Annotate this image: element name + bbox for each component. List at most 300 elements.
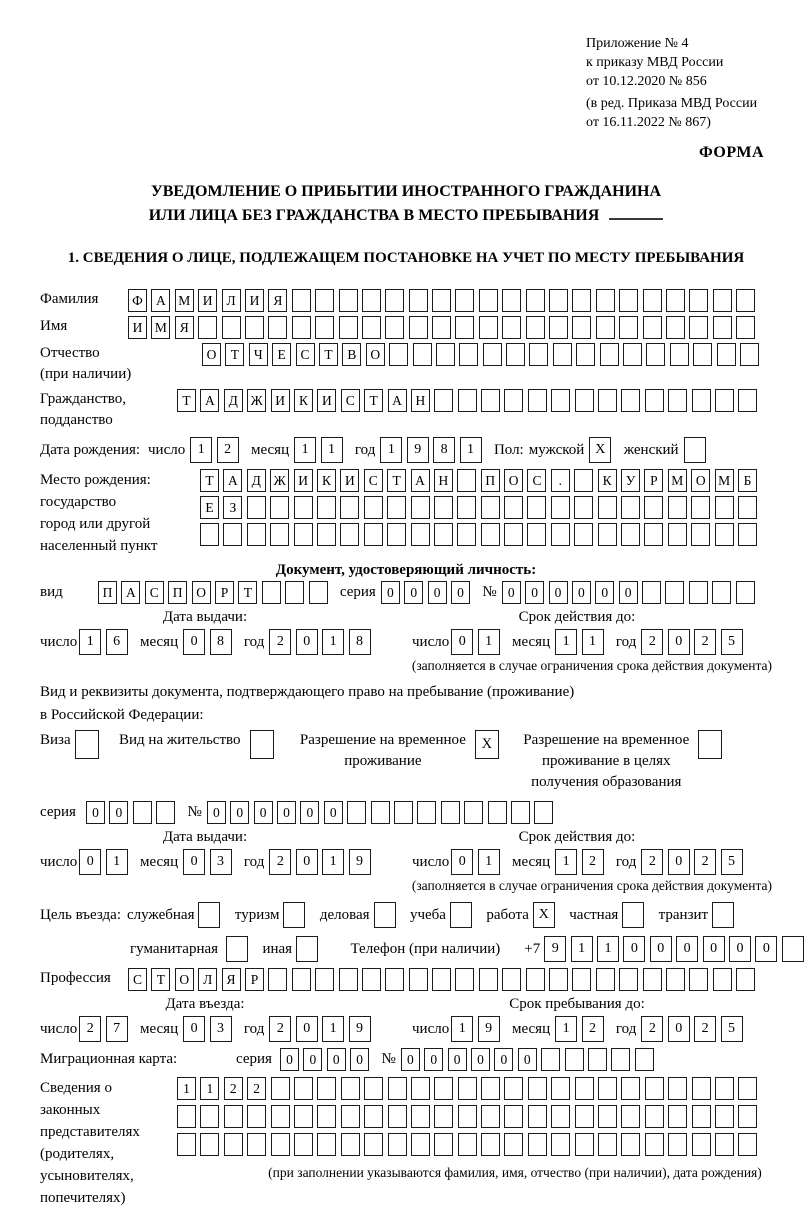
birth-place-row-2-cell-14[interactable] (504, 496, 523, 519)
birth-place-row-2-cell-5[interactable] (294, 496, 313, 519)
phone-field-cell-1[interactable]: 9 (544, 936, 566, 962)
gender-female-checkbox-cell-1[interactable] (684, 437, 706, 463)
surname-field-cell-5[interactable]: Л (222, 289, 241, 312)
patronymic-field-cell-4[interactable]: Е (272, 343, 291, 366)
surname-field-cell-18[interactable] (526, 289, 545, 312)
doc-number-field-cell-8[interactable] (665, 581, 684, 604)
representatives-row-3-cell-9[interactable] (364, 1133, 383, 1156)
doc-issue-month-cell-2[interactable]: 8 (210, 629, 232, 655)
firstname-field-cell-11[interactable] (362, 316, 381, 339)
profession-field-cell-17[interactable] (502, 968, 521, 991)
birth-place-row-1-cell-17[interactable] (574, 469, 593, 492)
doc-number-field-cell-11[interactable] (736, 581, 755, 604)
profession-field-cell-22[interactable] (619, 968, 638, 991)
residence-number-field-cell-8[interactable] (371, 801, 390, 824)
birth-place-row-2-cell-2[interactable]: З (223, 496, 242, 519)
representatives-row-1-cell-2[interactable]: 1 (200, 1077, 219, 1100)
surname-field-cell-27[interactable] (736, 289, 755, 312)
entry-month-cell-1[interactable]: 0 (183, 1016, 205, 1042)
birth-place-row-3-cell-24[interactable] (738, 523, 757, 546)
residence-valid-day-cell-1[interactable]: 0 (451, 849, 473, 875)
patronymic-field-cell-7[interactable]: В (342, 343, 361, 366)
representatives-row-3-cell-18[interactable] (575, 1133, 594, 1156)
migration-number-field-cell-1[interactable]: 0 (401, 1048, 420, 1071)
doc-number-field-cell-2[interactable]: 0 (525, 581, 544, 604)
doc-number-field-cell-6[interactable]: 0 (619, 581, 638, 604)
surname-field-cell-2[interactable]: А (151, 289, 170, 312)
representatives-row-1-cell-18[interactable] (575, 1077, 594, 1100)
representatives-row-3-cell-20[interactable] (621, 1133, 640, 1156)
representatives-row-1-cell-13[interactable] (458, 1077, 477, 1100)
representatives-row-3-cell-6[interactable] (294, 1133, 313, 1156)
residence-number-field-cell-10[interactable] (417, 801, 436, 824)
doc-series-field-cell-3[interactable]: 0 (428, 581, 447, 604)
firstname-field-cell-2[interactable]: М (151, 316, 170, 339)
profession-field-cell-21[interactable] (596, 968, 615, 991)
birth-place-row-3-cell-18[interactable] (598, 523, 617, 546)
birth-place-row-3-cell-19[interactable] (621, 523, 640, 546)
citizenship-field-cell-11[interactable]: Н (411, 389, 430, 412)
representatives-row-1-cell-1[interactable]: 1 (177, 1077, 196, 1100)
citizenship-field-cell-16[interactable] (528, 389, 547, 412)
birth-place-row-3-cell-11[interactable] (434, 523, 453, 546)
birth-place-row-1-cell-10[interactable]: А (411, 469, 430, 492)
representatives-row-3-cell-14[interactable] (481, 1133, 500, 1156)
representatives-row-2-cell-3[interactable] (224, 1105, 243, 1128)
representatives-row-2-cell-20[interactable] (621, 1105, 640, 1128)
patronymic-field-cell-12[interactable] (459, 343, 478, 366)
firstname-field-cell-26[interactable] (713, 316, 732, 339)
surname-field-cell-3[interactable]: М (175, 289, 194, 312)
representatives-row-2-cell-6[interactable] (294, 1105, 313, 1128)
firstname-field-cell-23[interactable] (643, 316, 662, 339)
patronymic-field-cell-9[interactable] (389, 343, 408, 366)
entry-year-cell-3[interactable]: 1 (322, 1016, 344, 1042)
residence-issue-month-cell-1[interactable]: 0 (183, 849, 205, 875)
birth-place-row-2-cell-17[interactable] (574, 496, 593, 519)
phone-field-cell-7[interactable]: 0 (703, 936, 725, 962)
profession-field-cell-3[interactable]: О (175, 968, 194, 991)
representatives-row-1-cell-12[interactable] (434, 1077, 453, 1100)
profession-field-cell-24[interactable] (666, 968, 685, 991)
migration-number-field-cell-7[interactable] (541, 1048, 560, 1071)
patronymic-field-cell-6[interactable]: Т (319, 343, 338, 366)
birth-place-row-1-cell-22[interactable]: О (691, 469, 710, 492)
residence-valid-year-cell-4[interactable]: 5 (721, 849, 743, 875)
citizenship-field-cell-14[interactable] (481, 389, 500, 412)
firstname-field-cell-27[interactable] (736, 316, 755, 339)
residence-valid-year-cell-2[interactable]: 0 (668, 849, 690, 875)
doc-issue-year-cell-1[interactable]: 2 (269, 629, 291, 655)
representatives-row-3-cell-25[interactable] (738, 1133, 757, 1156)
doc-valid-year-cell-3[interactable]: 2 (694, 629, 716, 655)
residence-number-field-cell-7[interactable] (347, 801, 366, 824)
firstname-field-cell-14[interactable] (432, 316, 451, 339)
birth-place-row-1-cell-12[interactable] (457, 469, 476, 492)
representatives-row-2-cell-5[interactable] (271, 1105, 290, 1128)
residence-series-field-cell-2[interactable]: 0 (109, 801, 128, 824)
citizenship-field-cell-10[interactable]: А (388, 389, 407, 412)
birth-place-row-2-cell-16[interactable] (551, 496, 570, 519)
profession-field-cell-7[interactable] (268, 968, 287, 991)
representatives-row-3-cell-4[interactable] (247, 1133, 266, 1156)
residence-number-field-cell-5[interactable]: 0 (300, 801, 319, 824)
residence-issue-year-cell-1[interactable]: 2 (269, 849, 291, 875)
birth-place-row-1-cell-1[interactable]: Т (200, 469, 219, 492)
birth-place-row-3-cell-7[interactable] (340, 523, 359, 546)
citizenship-field-cell-22[interactable] (668, 389, 687, 412)
stay-year-cell-2[interactable]: 0 (668, 1016, 690, 1042)
doc-number-field-cell-5[interactable]: 0 (595, 581, 614, 604)
phone-field-cell-6[interactable]: 0 (676, 936, 698, 962)
citizenship-field-cell-2[interactable]: А (200, 389, 219, 412)
phone-field-cell-5[interactable]: 0 (650, 936, 672, 962)
temporary-residence-checkbox-cell-1[interactable]: X (475, 730, 499, 759)
doc-valid-year-cell-4[interactable]: 5 (721, 629, 743, 655)
doc-type-field-cell-1[interactable]: П (98, 581, 117, 604)
birth-place-row-1-cell-23[interactable]: М (715, 469, 734, 492)
representatives-row-3-cell-13[interactable] (458, 1133, 477, 1156)
patronymic-field-cell-2[interactable]: Т (225, 343, 244, 366)
patronymic-field-cell-16[interactable] (553, 343, 572, 366)
doc-valid-month-cell-1[interactable]: 1 (555, 629, 577, 655)
patronymic-field-cell-18[interactable] (600, 343, 619, 366)
migration-number-field-cell-10[interactable] (611, 1048, 630, 1071)
birth-place-row-1-cell-7[interactable]: И (340, 469, 359, 492)
representatives-row-1-cell-6[interactable] (294, 1077, 313, 1100)
patronymic-field-cell-5[interactable]: С (296, 343, 315, 366)
firstname-field-cell-8[interactable] (292, 316, 311, 339)
birth-place-row-3-cell-5[interactable] (294, 523, 313, 546)
entry-year-cell-4[interactable]: 9 (349, 1016, 371, 1042)
birth-place-row-2-cell-13[interactable] (481, 496, 500, 519)
migration-number-field-cell-6[interactable]: 0 (518, 1048, 537, 1071)
representatives-row-3-cell-23[interactable] (692, 1133, 711, 1156)
citizenship-field-cell-9[interactable]: Т (364, 389, 383, 412)
surname-field-cell-25[interactable] (689, 289, 708, 312)
surname-field-cell-14[interactable] (432, 289, 451, 312)
surname-field-cell-10[interactable] (339, 289, 358, 312)
citizenship-field-cell-21[interactable] (645, 389, 664, 412)
representatives-row-1-cell-11[interactable] (411, 1077, 430, 1100)
residence-issue-month-cell-2[interactable]: 3 (210, 849, 232, 875)
firstname-field-cell-24[interactable] (666, 316, 685, 339)
surname-field-cell-23[interactable] (643, 289, 662, 312)
birth-place-row-3-cell-22[interactable] (691, 523, 710, 546)
citizenship-field-cell-1[interactable]: Т (177, 389, 196, 412)
stay-year-cell-4[interactable]: 5 (721, 1016, 743, 1042)
representatives-row-3-cell-7[interactable] (317, 1133, 336, 1156)
birth-place-row-2-cell-21[interactable] (668, 496, 687, 519)
birth-place-row-1-cell-18[interactable]: К (598, 469, 617, 492)
stay-day-cell-2[interactable]: 9 (478, 1016, 500, 1042)
citizenship-field-cell-6[interactable]: К (294, 389, 313, 412)
birth-place-row-3-cell-4[interactable] (270, 523, 289, 546)
patronymic-field-cell-15[interactable] (529, 343, 548, 366)
residence-valid-month-cell-2[interactable]: 2 (582, 849, 604, 875)
stay-month-cell-2[interactable]: 2 (582, 1016, 604, 1042)
birth-place-row-2-cell-4[interactable] (270, 496, 289, 519)
representatives-row-1-cell-14[interactable] (481, 1077, 500, 1100)
stay-month-cell-1[interactable]: 1 (555, 1016, 577, 1042)
profession-field-cell-8[interactable] (292, 968, 311, 991)
phone-field-cell-8[interactable]: 0 (729, 936, 751, 962)
patronymic-field-cell-23[interactable] (717, 343, 736, 366)
representatives-row-2-cell-11[interactable] (411, 1105, 430, 1128)
patronymic-field-cell-1[interactable]: О (202, 343, 221, 366)
representatives-row-1-cell-17[interactable] (551, 1077, 570, 1100)
phone-field-cell-10[interactable] (782, 936, 804, 962)
citizenship-field-cell-20[interactable] (621, 389, 640, 412)
birth-place-row-3-cell-1[interactable] (200, 523, 219, 546)
representatives-row-3-cell-17[interactable] (551, 1133, 570, 1156)
birth-place-row-2-cell-8[interactable] (364, 496, 383, 519)
birth-place-row-2-cell-12[interactable] (457, 496, 476, 519)
birth-place-row-2-cell-10[interactable] (411, 496, 430, 519)
profession-field-cell-14[interactable] (432, 968, 451, 991)
birth-year-field-cell-4[interactable]: 1 (460, 437, 482, 463)
birth-place-row-3-cell-2[interactable] (223, 523, 242, 546)
patronymic-field-cell-14[interactable] (506, 343, 525, 366)
birth-place-row-3-cell-9[interactable] (387, 523, 406, 546)
representatives-row-1-cell-5[interactable] (271, 1077, 290, 1100)
migration-number-field-cell-3[interactable]: 0 (448, 1048, 467, 1071)
residence-issue-year-cell-4[interactable]: 9 (349, 849, 371, 875)
firstname-field-cell-20[interactable] (572, 316, 591, 339)
patronymic-field-cell-24[interactable] (740, 343, 759, 366)
phone-field-cell-2[interactable]: 1 (571, 936, 593, 962)
residence-valid-year-cell-3[interactable]: 2 (694, 849, 716, 875)
representatives-row-2-cell-1[interactable] (177, 1105, 196, 1128)
entry-day-cell-1[interactable]: 2 (79, 1016, 101, 1042)
citizenship-field-cell-15[interactable] (504, 389, 523, 412)
citizenship-field-cell-13[interactable] (458, 389, 477, 412)
doc-issue-day-cell-1[interactable]: 1 (79, 629, 101, 655)
entry-year-cell-1[interactable]: 2 (269, 1016, 291, 1042)
citizenship-field-cell-23[interactable] (692, 389, 711, 412)
citizenship-field-cell-18[interactable] (575, 389, 594, 412)
representatives-row-3-cell-19[interactable] (598, 1133, 617, 1156)
birth-year-field-cell-1[interactable]: 1 (380, 437, 402, 463)
stay-year-cell-1[interactable]: 2 (641, 1016, 663, 1042)
birth-place-row-2-cell-9[interactable] (387, 496, 406, 519)
residence-issue-year-cell-3[interactable]: 1 (322, 849, 344, 875)
representatives-row-2-cell-12[interactable] (434, 1105, 453, 1128)
representatives-row-1-cell-15[interactable] (504, 1077, 523, 1100)
citizenship-field-cell-3[interactable]: Д (224, 389, 243, 412)
migration-number-field-cell-8[interactable] (565, 1048, 584, 1071)
migration-series-field-cell-3[interactable]: 0 (327, 1048, 346, 1071)
birth-place-row-3-cell-3[interactable] (247, 523, 266, 546)
birth-place-row-2-cell-23[interactable] (715, 496, 734, 519)
residence-number-field-cell-14[interactable] (511, 801, 530, 824)
birth-month-field-cell-1[interactable]: 1 (294, 437, 316, 463)
purpose-work-checkbox-cell-1[interactable]: X (533, 902, 555, 928)
firstname-field-cell-16[interactable] (479, 316, 498, 339)
patronymic-field-cell-19[interactable] (623, 343, 642, 366)
birth-place-row-2-cell-18[interactable] (598, 496, 617, 519)
birth-place-row-2-cell-6[interactable] (317, 496, 336, 519)
representatives-row-2-cell-15[interactable] (504, 1105, 523, 1128)
surname-field-cell-24[interactable] (666, 289, 685, 312)
profession-field-cell-23[interactable] (643, 968, 662, 991)
profession-field-cell-4[interactable]: Л (198, 968, 217, 991)
doc-number-field-cell-1[interactable]: 0 (502, 581, 521, 604)
firstname-field-cell-18[interactable] (526, 316, 545, 339)
representatives-row-3-cell-22[interactable] (668, 1133, 687, 1156)
entry-year-cell-2[interactable]: 0 (296, 1016, 318, 1042)
representatives-row-1-cell-21[interactable] (645, 1077, 664, 1100)
profession-field-cell-20[interactable] (572, 968, 591, 991)
profession-field-cell-12[interactable] (385, 968, 404, 991)
doc-type-field-cell-6[interactable]: Р (215, 581, 234, 604)
profession-field-cell-19[interactable] (549, 968, 568, 991)
firstname-field-cell-3[interactable]: Я (175, 316, 194, 339)
representatives-row-2-cell-14[interactable] (481, 1105, 500, 1128)
profession-field-cell-1[interactable]: С (128, 968, 147, 991)
birth-place-row-1-cell-24[interactable]: Б (738, 469, 757, 492)
representatives-row-3-cell-11[interactable] (411, 1133, 430, 1156)
representatives-row-3-cell-15[interactable] (504, 1133, 523, 1156)
representatives-row-2-cell-10[interactable] (388, 1105, 407, 1128)
representatives-row-1-cell-9[interactable] (364, 1077, 383, 1100)
birth-place-row-1-cell-6[interactable]: К (317, 469, 336, 492)
representatives-row-2-cell-4[interactable] (247, 1105, 266, 1128)
doc-number-field-cell-9[interactable] (689, 581, 708, 604)
birth-place-row-3-cell-20[interactable] (644, 523, 663, 546)
representatives-row-3-cell-5[interactable] (271, 1133, 290, 1156)
birth-place-row-3-cell-8[interactable] (364, 523, 383, 546)
representatives-row-1-cell-16[interactable] (528, 1077, 547, 1100)
representatives-row-3-cell-1[interactable] (177, 1133, 196, 1156)
birth-place-row-3-cell-15[interactable] (527, 523, 546, 546)
representatives-row-1-cell-7[interactable] (317, 1077, 336, 1100)
representatives-row-2-cell-17[interactable] (551, 1105, 570, 1128)
doc-series-field-cell-1[interactable]: 0 (381, 581, 400, 604)
birth-place-row-1-cell-4[interactable]: Ж (270, 469, 289, 492)
residence-number-field-cell-15[interactable] (534, 801, 553, 824)
doc-type-field-cell-3[interactable]: С (145, 581, 164, 604)
representatives-row-2-cell-24[interactable] (715, 1105, 734, 1128)
birth-place-row-1-cell-11[interactable]: Н (434, 469, 453, 492)
doc-valid-day-cell-1[interactable]: 0 (451, 629, 473, 655)
surname-field-cell-8[interactable] (292, 289, 311, 312)
birth-place-row-1-cell-2[interactable]: А (223, 469, 242, 492)
firstname-field-cell-17[interactable] (502, 316, 521, 339)
profession-field-cell-9[interactable] (315, 968, 334, 991)
surname-field-cell-6[interactable]: И (245, 289, 264, 312)
migration-series-field-cell-1[interactable]: 0 (280, 1048, 299, 1071)
profession-field-cell-27[interactable] (736, 968, 755, 991)
firstname-field-cell-25[interactable] (689, 316, 708, 339)
birth-place-row-2-cell-11[interactable] (434, 496, 453, 519)
migration-series-field-cell-4[interactable]: 0 (350, 1048, 369, 1071)
representatives-row-2-cell-8[interactable] (341, 1105, 360, 1128)
doc-valid-month-cell-2[interactable]: 1 (582, 629, 604, 655)
representatives-row-2-cell-16[interactable] (528, 1105, 547, 1128)
firstname-field-cell-1[interactable]: И (128, 316, 147, 339)
doc-valid-year-cell-1[interactable]: 2 (641, 629, 663, 655)
residence-series-field-cell-1[interactable]: 0 (86, 801, 105, 824)
phone-field-cell-4[interactable]: 0 (623, 936, 645, 962)
firstname-field-cell-13[interactable] (409, 316, 428, 339)
representatives-row-2-cell-9[interactable] (364, 1105, 383, 1128)
birth-year-field-cell-3[interactable]: 8 (433, 437, 455, 463)
profession-field-cell-10[interactable] (339, 968, 358, 991)
residence-issue-year-cell-2[interactable]: 0 (296, 849, 318, 875)
representatives-row-2-cell-7[interactable] (317, 1105, 336, 1128)
birth-place-row-1-cell-19[interactable]: У (621, 469, 640, 492)
profession-field-cell-2[interactable]: Т (151, 968, 170, 991)
firstname-field-cell-15[interactable] (455, 316, 474, 339)
birth-year-field-cell-2[interactable]: 9 (407, 437, 429, 463)
doc-series-field-cell-2[interactable]: 0 (404, 581, 423, 604)
residence-valid-day-cell-2[interactable]: 1 (478, 849, 500, 875)
profession-field-cell-16[interactable] (479, 968, 498, 991)
doc-type-field-cell-9[interactable] (285, 581, 304, 604)
birth-place-row-3-cell-12[interactable] (457, 523, 476, 546)
purpose-humanitarian-checkbox-cell-1[interactable] (226, 936, 248, 962)
surname-field-cell-20[interactable] (572, 289, 591, 312)
citizenship-field-cell-8[interactable]: С (341, 389, 360, 412)
purpose-tourism-checkbox-cell-1[interactable] (283, 902, 305, 928)
visa-checkbox-cell-1[interactable] (75, 730, 99, 759)
migration-number-field-cell-4[interactable]: 0 (471, 1048, 490, 1071)
representatives-row-2-cell-19[interactable] (598, 1105, 617, 1128)
residence-number-field-cell-4[interactable]: 0 (277, 801, 296, 824)
birth-place-row-1-cell-20[interactable]: Р (644, 469, 663, 492)
entry-month-cell-2[interactable]: 3 (210, 1016, 232, 1042)
citizenship-field-cell-25[interactable] (738, 389, 757, 412)
representatives-row-2-cell-18[interactable] (575, 1105, 594, 1128)
surname-field-cell-13[interactable] (409, 289, 428, 312)
birth-place-row-1-cell-5[interactable]: И (294, 469, 313, 492)
purpose-private-checkbox-cell-1[interactable] (622, 902, 644, 928)
patronymic-field-cell-11[interactable] (436, 343, 455, 366)
firstname-field-cell-5[interactable] (222, 316, 241, 339)
citizenship-field-cell-7[interactable]: И (317, 389, 336, 412)
representatives-row-1-cell-20[interactable] (621, 1077, 640, 1100)
representatives-row-2-cell-23[interactable] (692, 1105, 711, 1128)
surname-field-cell-16[interactable] (479, 289, 498, 312)
doc-series-field-cell-4[interactable]: 0 (451, 581, 470, 604)
stay-day-cell-1[interactable]: 1 (451, 1016, 473, 1042)
doc-type-field-cell-4[interactable]: П (168, 581, 187, 604)
doc-number-field-cell-4[interactable]: 0 (572, 581, 591, 604)
firstname-field-cell-6[interactable] (245, 316, 264, 339)
residence-series-field-cell-4[interactable] (156, 801, 175, 824)
representatives-row-2-cell-25[interactable] (738, 1105, 757, 1128)
doc-issue-day-cell-2[interactable]: 6 (106, 629, 128, 655)
residence-number-field-cell-3[interactable]: 0 (254, 801, 273, 824)
gender-male-checkbox-cell-1[interactable]: X (589, 437, 611, 463)
residence-permit-checkbox-cell-1[interactable] (250, 730, 274, 759)
migration-number-field-cell-5[interactable]: 0 (494, 1048, 513, 1071)
firstname-field-cell-19[interactable] (549, 316, 568, 339)
doc-type-field-cell-5[interactable]: О (192, 581, 211, 604)
surname-field-cell-12[interactable] (385, 289, 404, 312)
doc-number-field-cell-7[interactable] (642, 581, 661, 604)
residence-number-field-cell-11[interactable] (441, 801, 460, 824)
stay-year-cell-3[interactable]: 2 (694, 1016, 716, 1042)
birth-place-row-3-cell-14[interactable] (504, 523, 523, 546)
representatives-row-3-cell-10[interactable] (388, 1133, 407, 1156)
surname-field-cell-17[interactable] (502, 289, 521, 312)
phone-field-cell-3[interactable]: 1 (597, 936, 619, 962)
patronymic-field-cell-20[interactable] (646, 343, 665, 366)
entry-day-cell-2[interactable]: 7 (106, 1016, 128, 1042)
doc-type-field-cell-7[interactable]: Т (238, 581, 257, 604)
